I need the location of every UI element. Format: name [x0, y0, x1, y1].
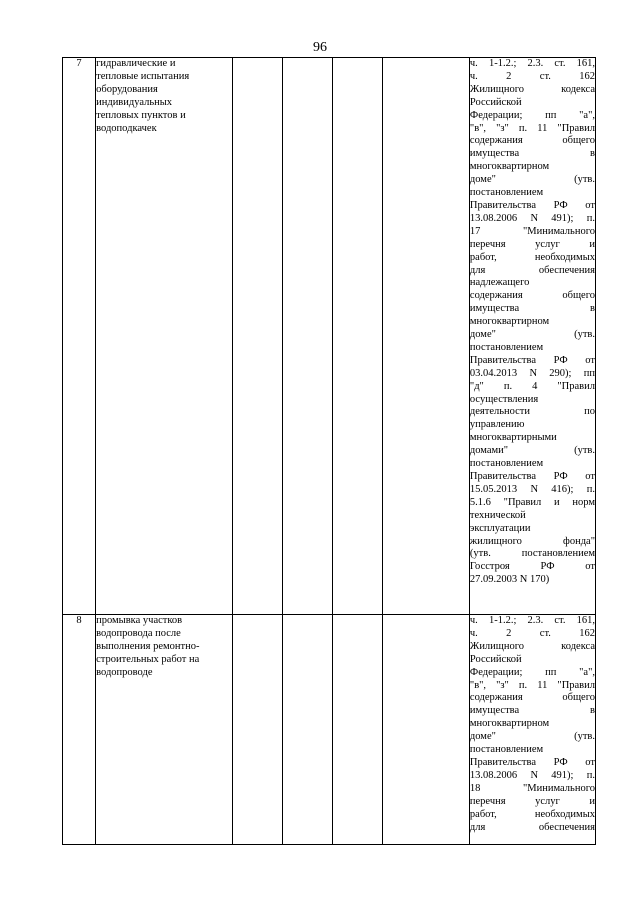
- work-name-line: выполнения ремонтно-: [96, 640, 200, 652]
- legal-basis-line: Федерации; пп "а",: [469, 666, 595, 678]
- work-name-line: строительных работ на: [96, 653, 200, 665]
- legal-basis-line: имущества в: [469, 303, 595, 315]
- legal-basis-line: Жилищного кодекса: [469, 640, 595, 652]
- legal-basis-line: 15.05.2013 N 416); п.: [469, 483, 595, 495]
- legal-basis-line: работ, необходимых: [469, 251, 595, 263]
- legal-basis-line: Российской: [469, 653, 522, 665]
- work-name-line: водопровода после: [96, 627, 181, 639]
- legal-basis-line: перечня услуг и: [469, 795, 595, 807]
- work-name-line: оборудования: [96, 83, 158, 95]
- empty-cell: [232, 58, 282, 615]
- legal-basis-line: многоквартирном: [469, 316, 550, 328]
- legal-basis-line: содержания общего: [469, 135, 595, 147]
- work-name-line: водоподкачек: [96, 122, 157, 134]
- legal-basis-line: жилищного фонда": [469, 535, 595, 547]
- legal-basis-line: Правительства РФ от: [469, 199, 595, 211]
- legal-basis-line: домами" (утв.: [469, 445, 595, 457]
- legal-basis-line: ч. 2 ст. 162: [469, 627, 595, 639]
- legal-basis-line: 5.1.6 "Правил и норм: [469, 496, 595, 508]
- legal-basis-line: технической: [469, 509, 526, 521]
- row-number-cell: 8: [63, 615, 96, 845]
- table-row: [63, 615, 596, 845]
- work-name-line: водопроводе: [96, 666, 153, 678]
- legal-basis-line: постановлением: [469, 341, 544, 353]
- legal-basis-line: эксплуатации: [469, 522, 531, 534]
- legal-basis-line: "в", "з" п. 11 "Правил: [469, 122, 595, 134]
- legal-basis-line: доме" (утв.: [469, 174, 595, 186]
- work-name-line: промывка участков: [96, 615, 183, 626]
- legal-basis-line: ч. 2 ст. 162: [469, 70, 595, 82]
- page-number: 96: [313, 40, 327, 55]
- legal-basis-line: для обеспечения: [469, 264, 595, 276]
- table-row: [63, 58, 596, 615]
- legal-basis-line: работ, необходимых: [469, 808, 595, 820]
- empty-cell: [383, 615, 470, 845]
- work-name-line: тепловых пунктов и: [96, 109, 186, 121]
- legal-basis-line: 17 "Минимального: [469, 225, 595, 237]
- legal-basis-line: осуществления: [469, 393, 539, 405]
- legal-basis-line: доме" (утв.: [469, 731, 595, 743]
- legal-basis-line: Российской: [469, 96, 522, 108]
- empty-cell: [333, 615, 383, 845]
- legal-basis-line: Правительства РФ от: [469, 756, 595, 768]
- legal-basis-line: ч. 1-1.2.; 2.3. ст. 161,: [469, 58, 595, 69]
- legal-basis-cell: [469, 615, 595, 845]
- legal-basis-line: деятельности по: [469, 406, 595, 418]
- row-number-cell: 7: [63, 58, 96, 615]
- legal-basis-line: ч. 1-1.2.; 2.3. ст. 161,: [469, 615, 595, 626]
- legal-basis-line: (утв. постановлением: [469, 548, 595, 560]
- legal-basis-line: "в", "з" п. 11 "Правил: [469, 679, 595, 691]
- legal-basis-line: Госстроя РФ от: [469, 561, 595, 573]
- legal-basis-line: 18 "Минимального: [469, 782, 595, 794]
- legal-basis-line: содержания общего: [469, 290, 595, 302]
- work-name-line: тепловые испытания: [96, 70, 190, 82]
- legal-basis-line: содержания общего: [469, 692, 595, 704]
- legal-basis-line: Федерации; пп "а",: [469, 109, 595, 121]
- legal-basis-line: для обеспечения: [469, 821, 595, 833]
- legal-basis-line: управлению: [469, 419, 525, 431]
- regulation-table: [62, 57, 596, 845]
- empty-cell: [383, 58, 470, 615]
- legal-basis-line: многоквартирном: [469, 161, 550, 173]
- work-name-line: индивидуальных: [96, 96, 173, 108]
- legal-basis-line: доме" (утв.: [469, 329, 595, 341]
- legal-basis-line: надлежащего: [469, 277, 530, 289]
- legal-basis-line: имущества в: [469, 148, 595, 160]
- legal-basis-line: постановлением: [469, 744, 544, 756]
- legal-basis-line: многоквартирном: [469, 718, 550, 730]
- legal-basis-line: Правительства РФ от: [469, 471, 595, 482]
- legal-basis-cell: [469, 58, 595, 615]
- legal-basis-line: Жилищного кодекса: [469, 83, 595, 95]
- legal-basis-line: "д" п. 4 "Правил: [469, 380, 595, 392]
- work-name-line: гидравлические и: [96, 58, 176, 69]
- legal-basis-line: Правительства РФ от: [469, 354, 595, 366]
- legal-basis-line: многоквартирными: [469, 432, 557, 444]
- legal-basis-line: 13.08.2006 N 491); п.: [469, 769, 595, 781]
- empty-cell: [232, 615, 282, 845]
- work-name-cell: [96, 615, 233, 845]
- legal-basis-line: 27.09.2003 N 170): [469, 574, 550, 586]
- legal-basis-line: 13.08.2006 N 491); п.: [469, 212, 595, 224]
- legal-basis-line: постановлением: [469, 458, 544, 470]
- empty-cell: [283, 615, 333, 845]
- empty-cell: [283, 58, 333, 615]
- empty-cell: [333, 58, 383, 615]
- work-name-cell: [96, 58, 233, 615]
- legal-basis-line: перечня услуг и: [469, 238, 595, 250]
- legal-basis-line: 03.04.2013 N 290); пп: [469, 367, 595, 379]
- legal-basis-line: постановлением: [469, 187, 544, 199]
- legal-basis-line: имущества в: [469, 705, 595, 717]
